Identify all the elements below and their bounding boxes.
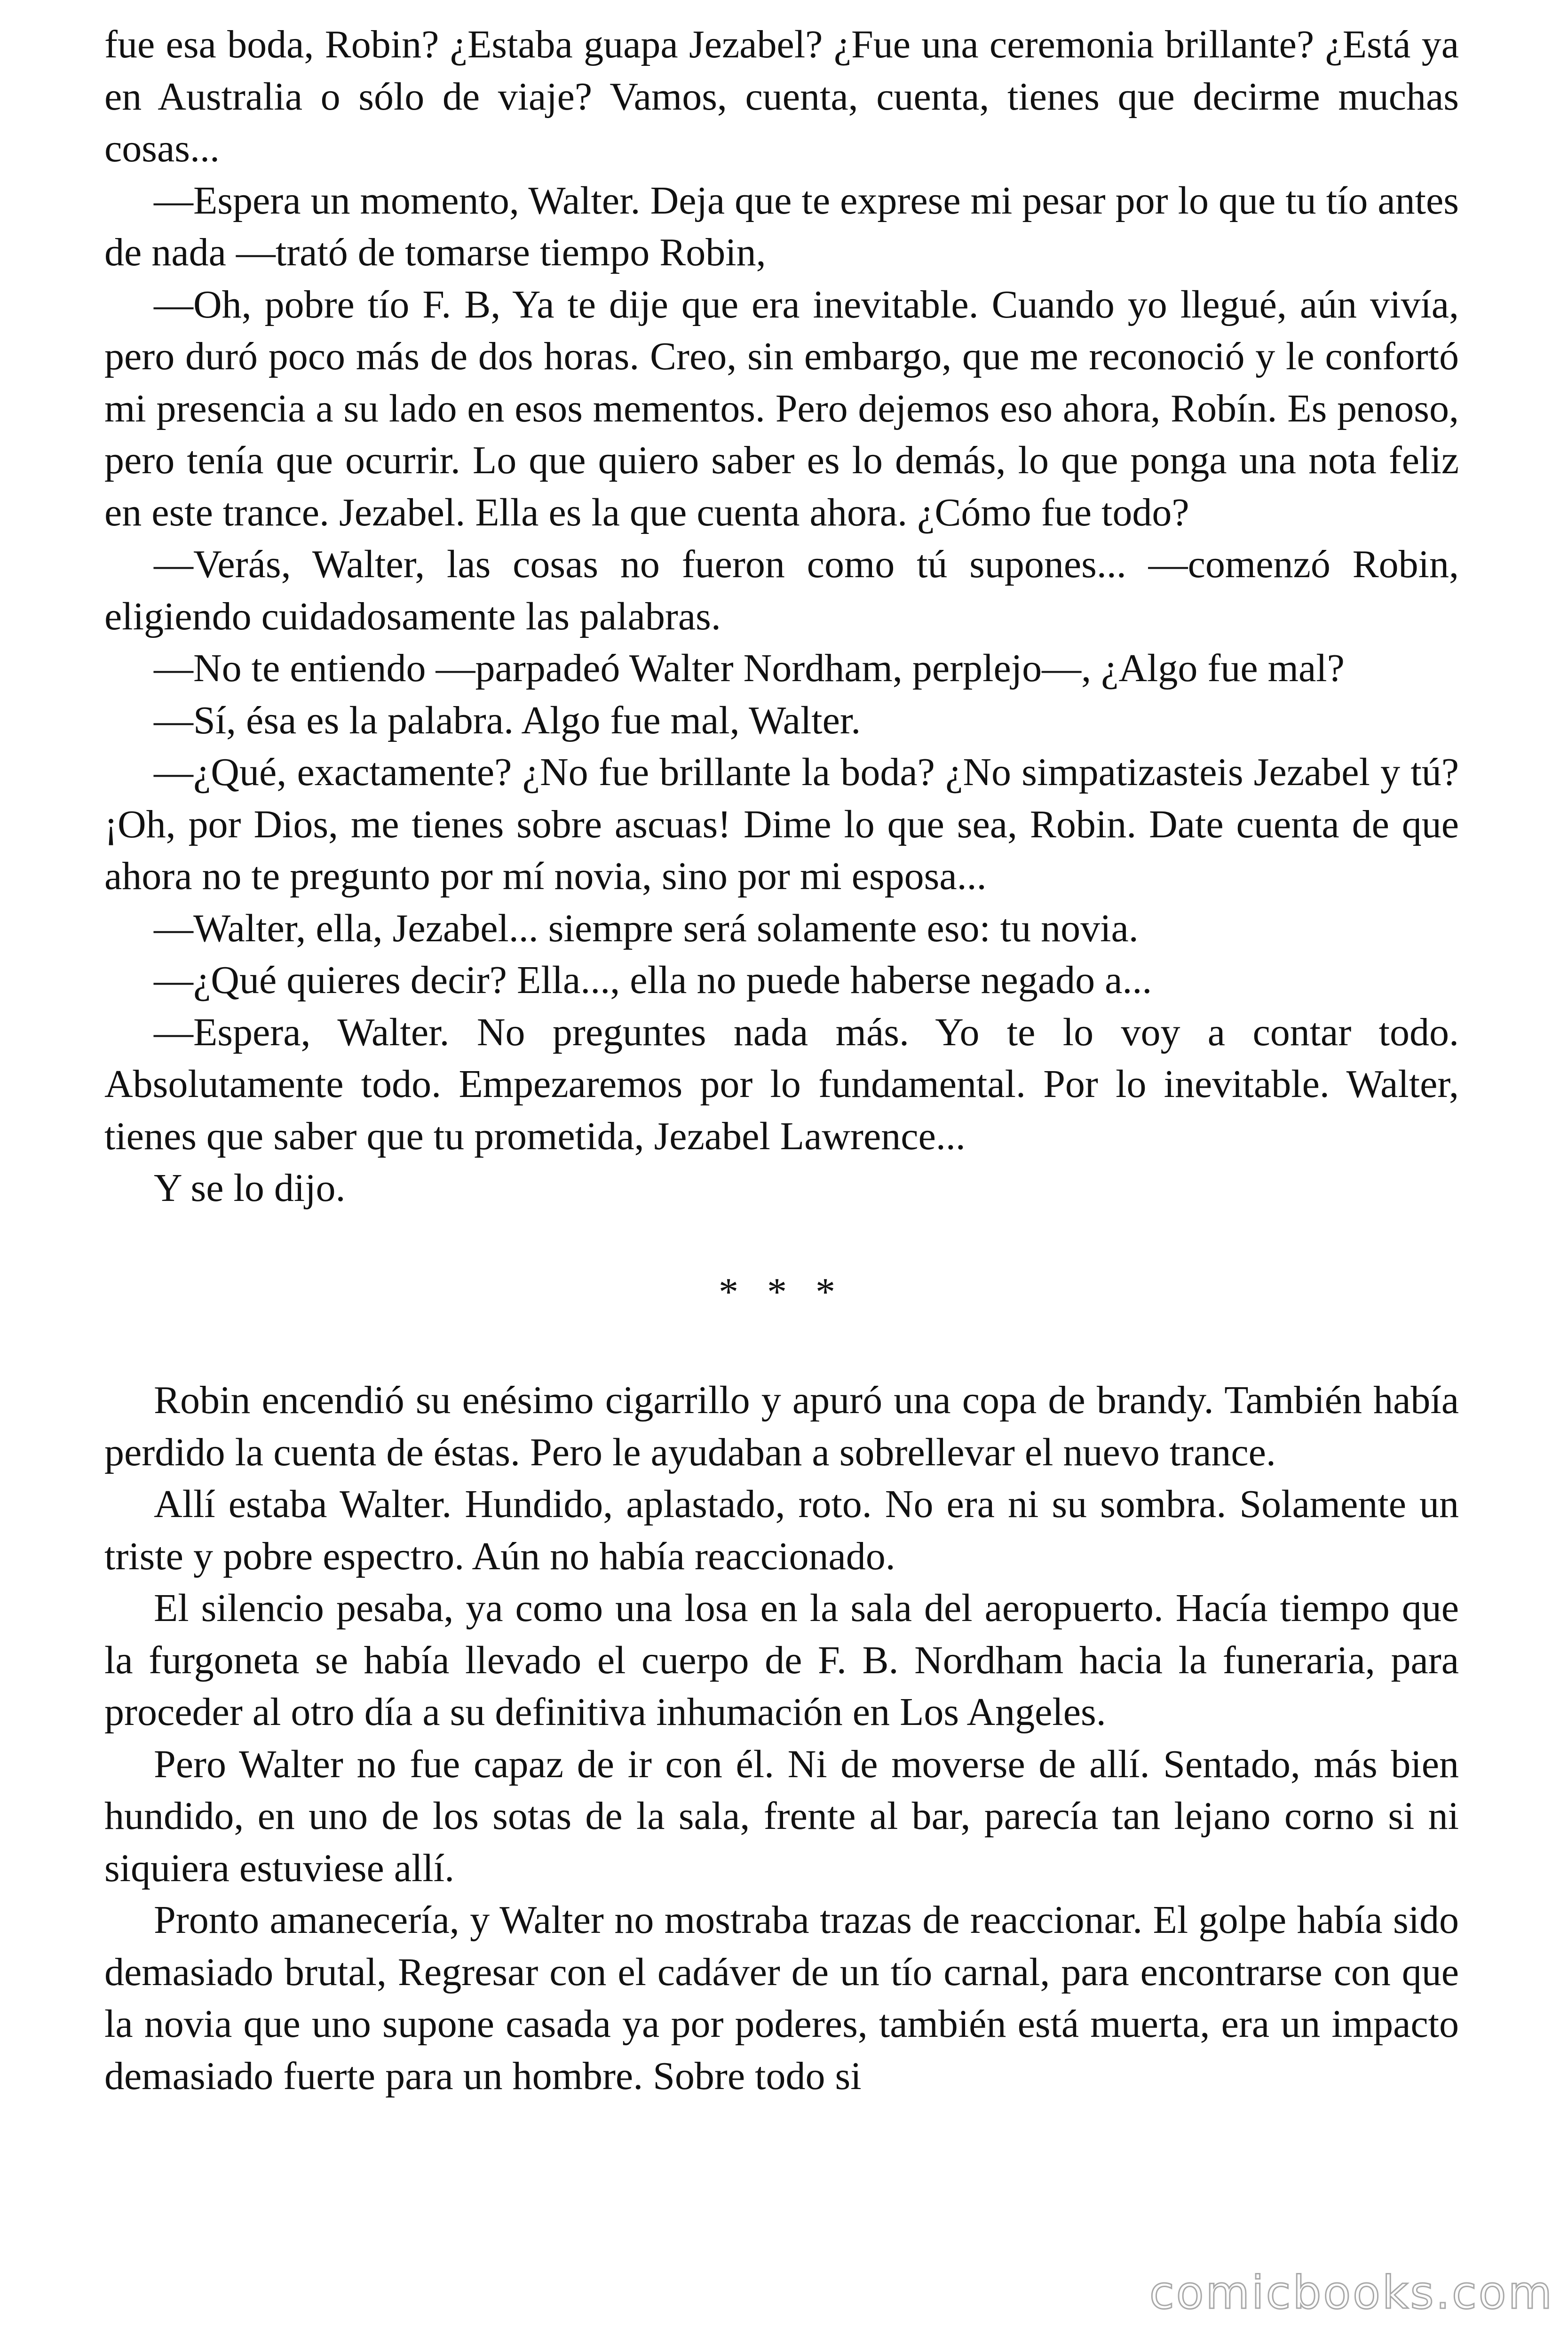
paragraph: —No te entiendo —parpadeó Walter Nordham, perplejo—, ¿Algo fue mal? <box>154 646 1345 690</box>
paragraph: El silencio pesaba, ya como una losa en la sala del aeropuerto. Hacía tiempo que la furgoneta se había llevado el cuerpo de F. B. Nordham hacia la funeraria, para proceder al otro día a su definitiva inhumación en Los Angeles. <box>104 1586 1459 1734</box>
paragraph: —Espera, Walter. No preguntes nada más. Yo te lo voy a contar todo. Absolutamente todo. Empezaremos por lo fundamental. Por lo inevitable. Walter, tienes que saber que tu prometida, Jezabel Lawrence... <box>104 1010 1459 1158</box>
paragraph: —Walter, ella, Jezabel... siempre será solamente eso: tu novia. <box>154 906 1139 950</box>
paragraph: —Oh, pobre tío F. B, Ya te dije que era inevitable. Cuando yo llegué, aún vivía, pero duró poco más de dos horas. Creo, sin embargo, que me reconoció y le confortó mi presencia a su lado en esos mementos. Pero dejemos eso ahora, Robín. Es penoso, pero tenía que ocurrir. Lo que quiero saber es lo demás, lo que ponga una nota feliz en este trance. Jezabel. Ella es la que cuenta ahora. ¿Cómo fue todo? <box>104 282 1459 534</box>
section-separator: * * * <box>719 1270 845 1314</box>
paragraph: Robin encendió su enésimo cigarrillo y apuró una copa de brandy. También había perdido la cuenta de éstas. Pero le ayudaban a sobrellevar el nuevo trance. <box>104 1378 1459 1474</box>
paragraph: Pero Walter no fue capaz de ir con él. Ni de moverse de allí. Sentado, más bien hundido, en uno de los sotas de la sala, frente al bar, parecía tan lejano corno si ni siquiera estuviese allí. <box>104 1742 1459 1890</box>
paragraph: —Espera un momento, Walter. Deja que te exprese mi pesar por lo que tu tío antes de nada —trató de tomarse tiempo Robin, <box>104 178 1459 274</box>
paragraph: —Sí, ésa es la palabra. Algo fue mal, Walter. <box>154 698 861 742</box>
watermark: comicbooks.com <box>1149 2266 1554 2319</box>
paragraph: Y se lo dijo. <box>154 1166 346 1210</box>
paragraph: Pronto amanecería, y Walter no mostraba trazas de reaccionar. El golpe había sido demasiado brutal, Regresar con el cadáver de un tío carnal, para encontrarse con que la novia que uno supone casada ya por poderes, también está muerta, era un impacto demasiado fuerte para un hombre. Sobre todo si <box>104 1898 1459 2098</box>
paragraph: —¿Qué, exactamente? ¿No fue brillante la boda? ¿No simpatizasteis Jezabel y tú? ¡Oh, por Dios, me tienes sobre ascuas! Dime lo que sea, Robin. Date cuenta de que ahora no te pregunto por mí novia, sino por mi esposa... <box>104 750 1459 898</box>
paragraph: —Verás, Walter, las cosas no fueron como tú supones... —comenzó Robin, eligiendo cuidadosamente las palabras. <box>104 542 1459 638</box>
page-text <box>104 19 1459 2102</box>
paragraph: —¿Qué quieres decir? Ella..., ella no puede haberse negado a... <box>154 958 1152 1002</box>
paragraph: Allí estaba Walter. Hundido, aplastado, roto. No era ni su sombra. Solamente un triste y pobre espectro. Aún no había reaccionado. <box>104 1482 1459 1578</box>
paragraph: fue esa boda, Robin? ¿Estaba guapa Jezabel? ¿Fue una ceremonia brillante? ¿Está ya en Australia o sólo de viaje? Vamos, cuenta, cuenta, tienes que decirme muchas cosas... <box>104 23 1459 170</box>
